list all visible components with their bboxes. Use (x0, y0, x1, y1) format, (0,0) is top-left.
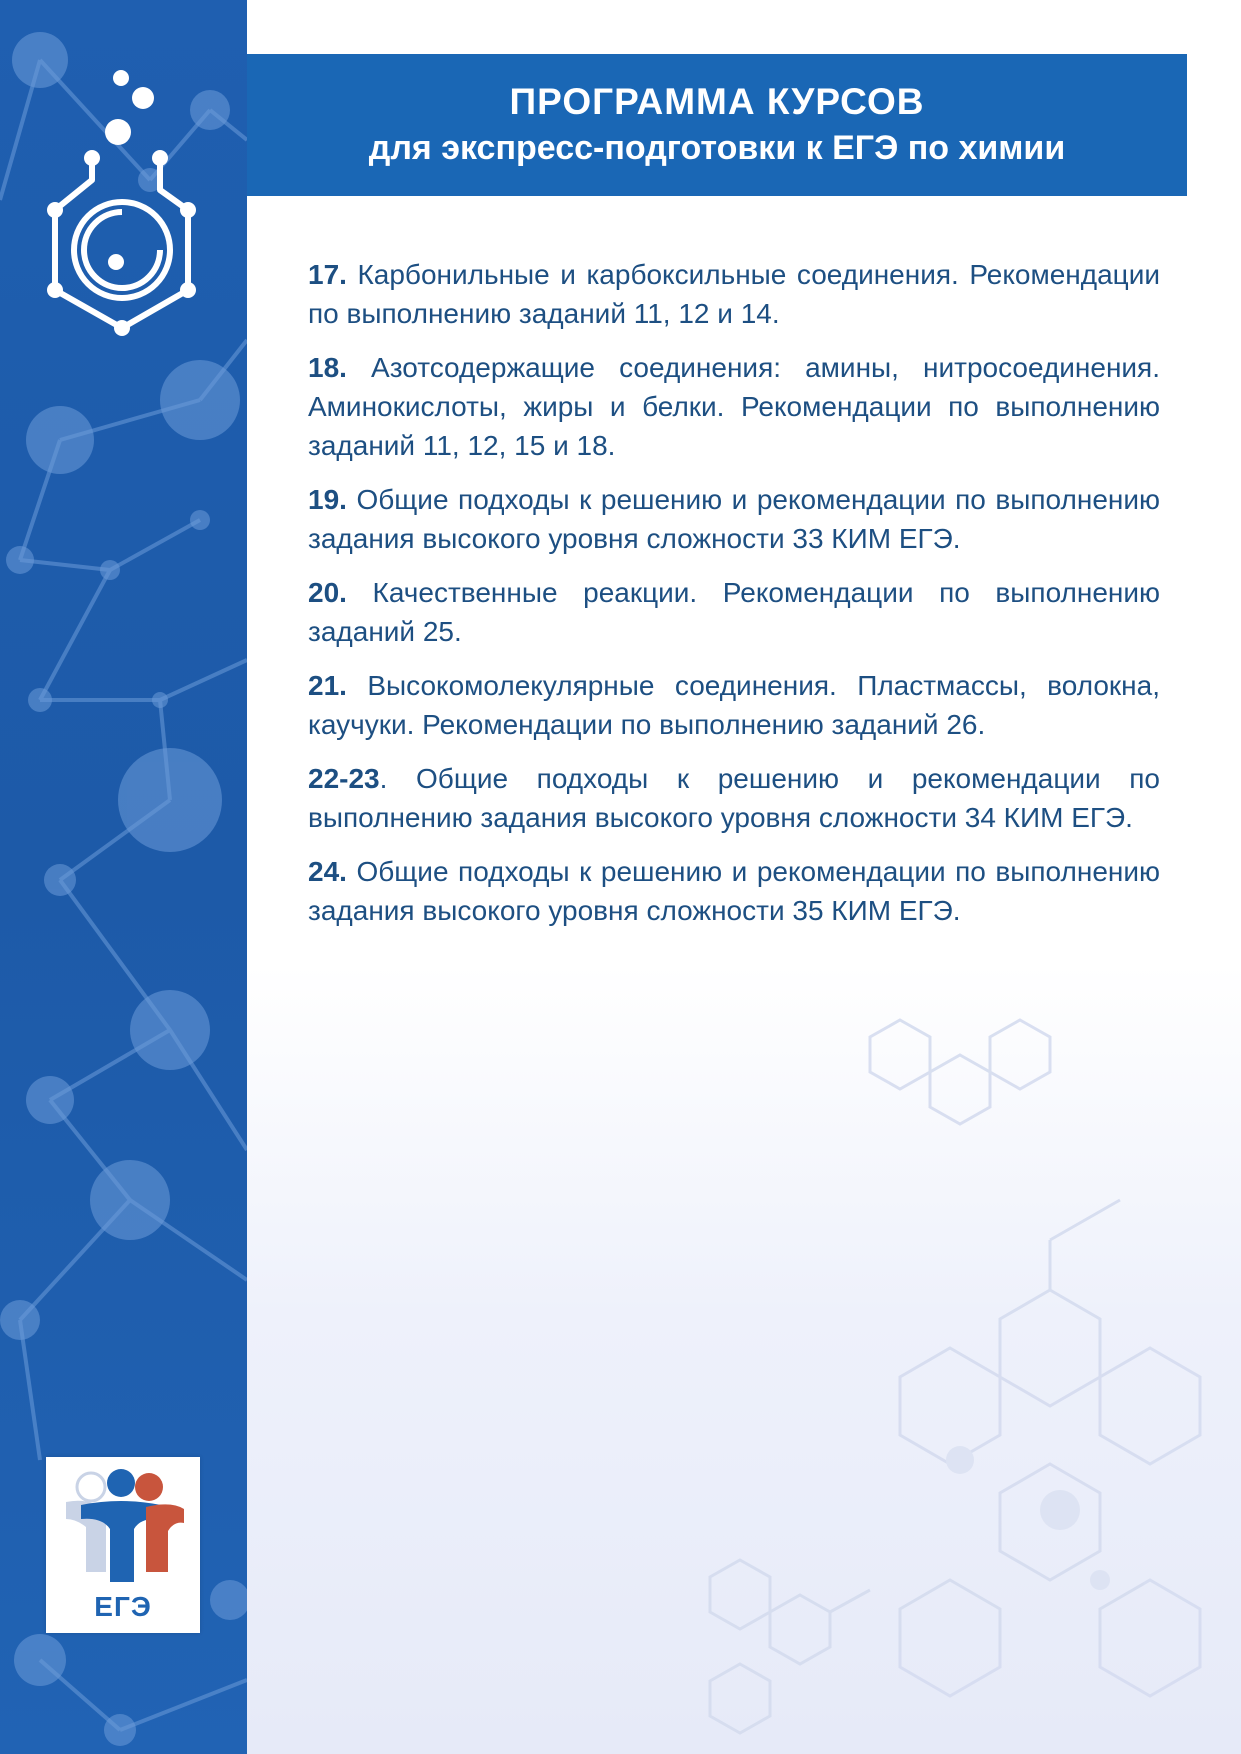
program-item (308, 573, 1160, 651)
item-text: Высокомолекулярные соединения. Пластмассы, волокна, каучуки. Рекомендации по выполнению заданий 26. (308, 670, 1160, 740)
program-item (308, 759, 1160, 837)
header-band (247, 54, 1187, 196)
item-number: 24. (308, 856, 347, 887)
page-subtitle: для экспресс-подготовки к ЕГЭ по химии (368, 129, 1066, 167)
item-text: Общие подходы к решению и рекомендации по выполнению задания высокого уровня сложности 33 КИМ ЕГЭ. (308, 484, 1160, 554)
item-number: 19. (308, 484, 347, 515)
item-text: Качественные реакции. Рекомендации по выполнению заданий 25. (308, 577, 1160, 647)
page-title: ПРОГРАММА КУРСОВ (509, 81, 925, 122)
item-text: Общие подходы к решению и рекомендации по выполнению задания высокого уровня сложности 35 КИМ ЕГЭ. (308, 856, 1160, 926)
item-text: Карбонильные и карбоксильные соединения. Рекомендации по выполнению заданий 11, 12 и 14. (308, 259, 1160, 329)
program-item (308, 852, 1160, 930)
item-text: Азотсодержащие соединения: амины, нитросоединения. Аминокислоты, жиры и белки. Рекомендации по выполнению заданий 11, 12, 15 и 18. (308, 352, 1160, 461)
program-item (308, 480, 1160, 558)
ege-logo (46, 1457, 200, 1633)
logo-text: ЕГЭ (94, 1591, 152, 1622)
item-number: 22-23 (308, 763, 380, 794)
ege-figures-icon (46, 1457, 200, 1587)
program-list (308, 255, 1160, 945)
item-text: . Общие подходы к решению и рекомендации по выполнению задания высокого уровня сложности 34 КИМ ЕГЭ. (308, 763, 1160, 833)
chemistry-flask-icon (0, 0, 247, 360)
program-item (308, 255, 1160, 333)
item-number: 20. (308, 577, 347, 608)
item-number: 18. (308, 352, 347, 383)
item-number: 17. (308, 259, 347, 290)
item-number: 21. (308, 670, 347, 701)
program-item (308, 348, 1160, 465)
program-item (308, 666, 1160, 744)
